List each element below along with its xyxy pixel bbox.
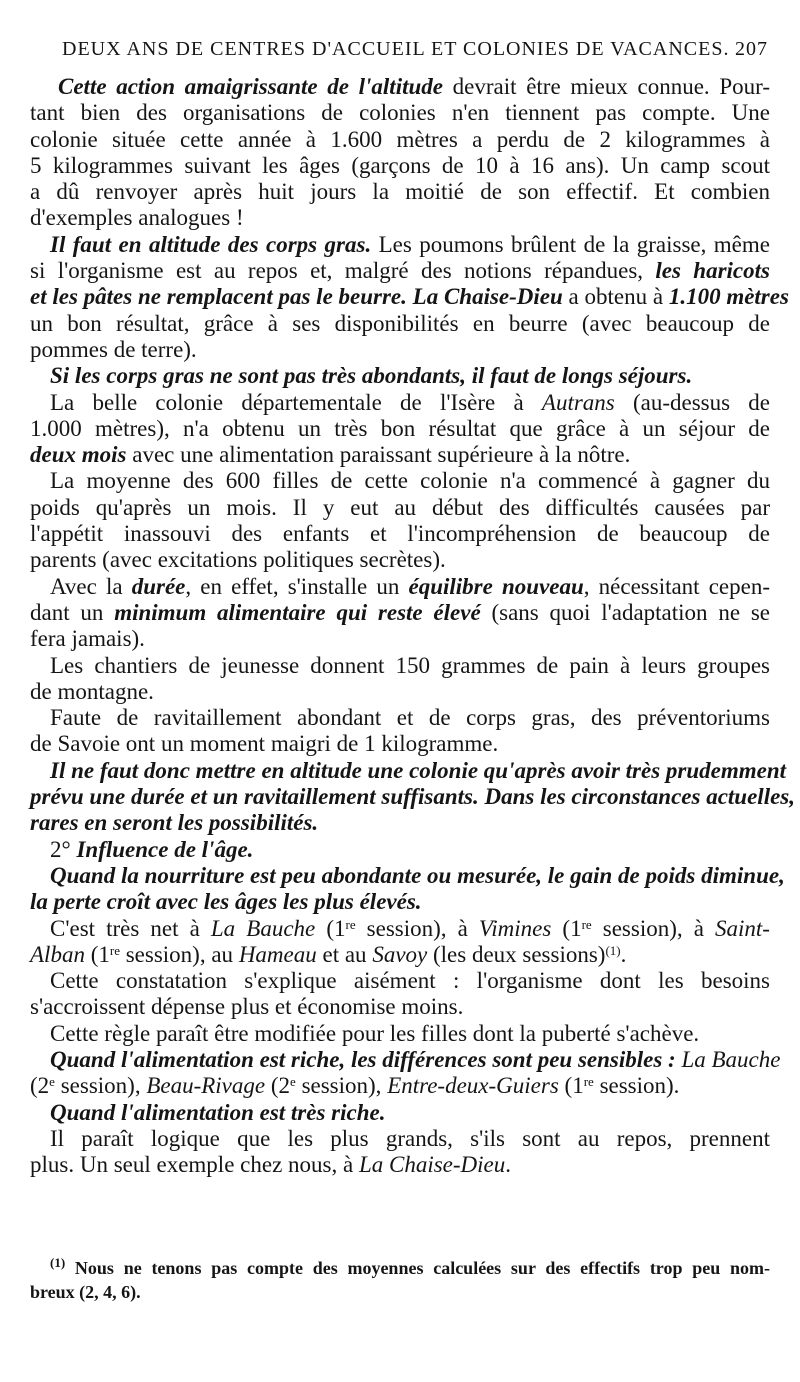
text-line	[30, 284, 789, 310]
footnote-reference: (1)	[605, 942, 621, 958]
place-name: Saint-	[715, 915, 770, 941]
text-line: Cette constatation s'explique aisément : l'organisme dont les besoins	[50, 968, 770, 994]
text-line	[30, 1073, 770, 1099]
text-span: session), à	[591, 915, 716, 941]
text-span: si l'organisme est au repos et, malgré des notions répandues,	[30, 258, 656, 284]
footnote-marker: (1)	[50, 1255, 66, 1270]
superscript: e	[49, 1074, 55, 1090]
text-line: d'exemples analogues !	[30, 205, 244, 231]
section-heading	[30, 837, 770, 863]
text-line: de montagne.	[30, 678, 154, 704]
text-line	[30, 1100, 770, 1126]
running-title: DEUX ANS DE CENTRES D'ACCUEIL ET COLONIES DE VACANCES.	[62, 38, 730, 60]
text-span: .	[505, 1152, 512, 1178]
text-line	[30, 574, 770, 600]
text-span: (1	[558, 1073, 584, 1099]
text-line: de Savoie ont un moment maigri de 1 kilogramme.	[30, 731, 499, 757]
text-line: poids qu'après un mois. Il y eut au début des difficultés causées par	[30, 494, 770, 520]
footnote-line: breux (2, 4, 6).	[30, 1282, 141, 1302]
superscript: re	[345, 916, 356, 932]
emphasis-text: minimum alimentaire qui reste élevé	[114, 599, 481, 625]
text-span: session), au	[119, 941, 239, 967]
text-line	[30, 442, 770, 468]
text-span: C'est très net à	[50, 915, 211, 941]
page-number: 207	[735, 38, 768, 60]
text-span: , nécessitant cepen-	[583, 573, 770, 599]
text-line	[30, 1046, 781, 1073]
text-line: s'accroissent dépense plus et économise moins.	[30, 994, 464, 1020]
emphasis-text: et les pâtes ne remplacent pas le beurre. La Chaise-Dieu	[30, 284, 563, 310]
emphasis-text: Si les corps gras ne sont pas très abondants, il faut de longs séjours.	[50, 363, 693, 389]
emphasis-text: Il faut en altitude des corps gras.	[50, 231, 372, 257]
text-line: colonie située cette année à 1.600 mètres a perdu de 2 kilogrammes à	[30, 126, 770, 152]
section-number: 2°	[50, 836, 77, 862]
emphasis-text: Cette action amaigrissante de l'altitude	[58, 74, 443, 99]
text-line	[30, 810, 770, 836]
place-name: Savoy	[372, 941, 428, 967]
text-span: .	[620, 941, 627, 967]
text-span: Les poumons brûlent de la graisse, même	[371, 231, 770, 257]
emphasis-text: équilibre nouveau	[408, 573, 584, 599]
text-span: (2	[265, 1073, 291, 1099]
text-line: Il paraît logique que les plus grands, s'ils sont au repos, prennent	[50, 1125, 770, 1151]
place-name: Alban	[30, 941, 85, 967]
text-line: tant bien des organisations de colonies n'en tiennent pas compte. Une	[30, 100, 770, 126]
superscript: e	[290, 1074, 296, 1090]
text-span: (1	[84, 941, 110, 967]
text-span: session),	[54, 1073, 147, 1099]
text-span: dant un	[30, 599, 115, 625]
text-span: plus. Un seul exemple chez nous, à	[30, 1152, 359, 1178]
emphasis-text: durée	[131, 573, 186, 599]
place-name: Hameau	[238, 941, 317, 967]
emphasis-text: Quand la nourriture est peu abondante ou mesurée, le gain de poids diminue,	[50, 862, 785, 888]
text-line: parents (avec excitations politiques secrètes).	[30, 547, 446, 573]
text-line: a dû renvoyer après huit jours la moitié de son effectif. Et combien	[30, 179, 770, 205]
running-head	[62, 38, 768, 61]
text-span: a obtenu à	[562, 284, 669, 310]
text-span: (2	[30, 1073, 50, 1099]
emphasis-text: la perte croît avec les âges les plus élevés.	[30, 889, 422, 915]
emphasis-text: Il ne faut donc mettre en altitude une colonie qu'après avoir très prudemment	[50, 757, 787, 783]
text-line	[30, 232, 770, 258]
text-line	[30, 74, 770, 100]
text-line	[30, 784, 795, 810]
superscript: re	[109, 942, 120, 958]
text-span: session),	[295, 1073, 388, 1099]
emphasis-text: 1.100 mètres	[668, 284, 789, 310]
footnote	[30, 1256, 770, 1304]
emphasis-text: prévu une durée et un ravitaillement suffisants. Dans les circonstances actuelles,	[30, 784, 795, 810]
text-line	[30, 757, 787, 784]
text-span: session), à	[355, 915, 479, 941]
text-span: session).	[593, 1073, 680, 1099]
place-name: La Chaise-Dieu	[358, 1152, 506, 1178]
text-span: (les deux sessions)	[427, 941, 606, 967]
text-line	[30, 258, 770, 284]
section-title: Influence de l'âge.	[76, 836, 254, 862]
text-line: fera jamais).	[30, 626, 145, 652]
text-line	[30, 600, 770, 626]
text-span: et au	[316, 941, 373, 967]
text-span: (au-dessus de	[614, 389, 770, 415]
text-line: Cette règle paraît être modifiée pour les filles dont la puberté s'achève.	[50, 1020, 700, 1046]
emphasis-text: Quand l'alimentation est très riche.	[50, 1099, 386, 1125]
text-line	[30, 916, 770, 942]
place-name: Beau-Rivage	[146, 1073, 266, 1099]
text-line	[30, 390, 770, 416]
place-name: Vimines	[478, 915, 552, 941]
text-line	[30, 363, 770, 389]
text-line: pommes de terre).	[30, 336, 197, 362]
place-name: La Bauche	[210, 915, 316, 941]
body-text	[30, 74, 795, 1178]
text-line: Faute de ravitaillement abondant et de corps gras, des préventoriums	[50, 705, 770, 731]
text-span: devrait être mieux connue. Pour-	[442, 74, 770, 99]
text-span: Avec la	[50, 573, 132, 599]
superscript: re	[581, 916, 592, 932]
superscript: re	[583, 1074, 594, 1090]
place-name: Autrans	[541, 389, 615, 415]
text-line: 1.000 mètres), n'a obtenu un très bon résultat que grâce à un séjour de	[30, 415, 770, 441]
text-line: l'appétit inassouvi des enfants et l'incompréhension de beaucoup de	[30, 521, 770, 547]
text-line	[30, 942, 770, 968]
text-line	[30, 862, 785, 889]
emphasis-text: Quand l'alimentation est riche, les différences sont peu sensibles :	[50, 1046, 682, 1072]
emphasis-text: les haricots	[655, 258, 770, 284]
text-line: un bon résultat, grâce à ses disponibilités en beurre (avec beaucoup de	[30, 310, 770, 336]
footnote-line	[30, 1256, 770, 1280]
emphasis-text: rares en seront les possibilités.	[30, 810, 319, 836]
text-line: 5 kilogrammes suivant les âges (garçons de 10 à 16 ans). Un camp scout	[30, 152, 770, 178]
footnote-text: Nous ne tenons pas compte des moyennes calculées sur des effectifs trop peu nom-	[65, 1258, 770, 1278]
text-span: (1	[551, 915, 582, 941]
text-line: Les chantiers de jeunesse donnent 150 grammes de pain à leurs groupes	[50, 652, 770, 678]
text-line	[30, 1152, 770, 1178]
text-span: , en effet, s'installe un	[185, 573, 409, 599]
text-span: avec une alimentation paraissant supérieure à la nôtre.	[126, 442, 631, 468]
text-span: La belle colonie départementale de l'Isère à	[50, 389, 542, 415]
text-span: (sans quoi l'adaptation ne se	[480, 599, 770, 625]
text-line: La moyenne des 600 filles de cette colonie n'a commencé à gagner du	[50, 468, 770, 494]
text-line	[30, 889, 770, 915]
text-span: (1	[315, 915, 346, 941]
place-name: La Bauche	[681, 1046, 781, 1072]
emphasis-text: deux mois	[30, 442, 127, 468]
place-name: Entre-deux-Guiers	[387, 1073, 559, 1099]
